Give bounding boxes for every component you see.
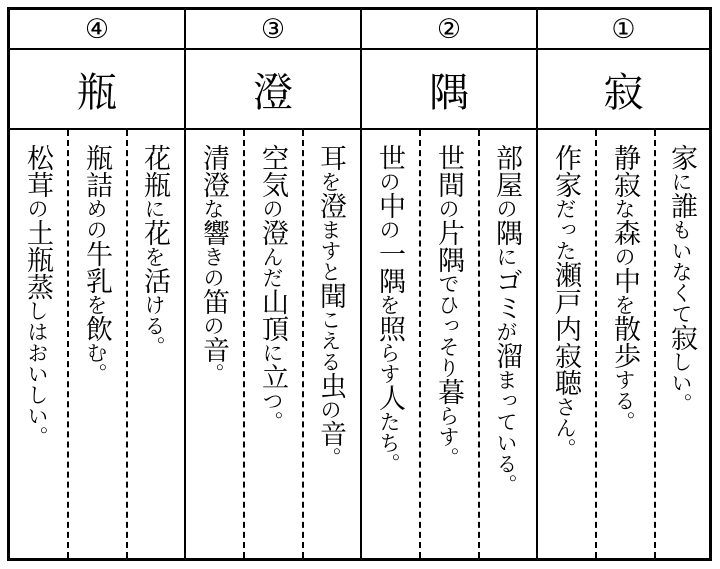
column-number: ④ xyxy=(10,10,184,50)
column-2 xyxy=(360,10,536,558)
column-number: ③ xyxy=(186,10,360,50)
sentence-lane xyxy=(538,130,597,558)
kanji-worksheet xyxy=(7,7,712,561)
sentence-lane xyxy=(186,130,245,558)
example-sentence: 瓶詰めの牛乳を飲む。 xyxy=(81,144,112,384)
example-sentence: 空気の澄んだ山頂に立つ。 xyxy=(257,144,288,432)
sentence-group xyxy=(538,130,709,558)
column-kanji: 寂 xyxy=(538,50,709,130)
sentence-lane xyxy=(69,130,128,558)
sentence-group xyxy=(10,130,184,558)
sentence-group xyxy=(362,130,536,558)
sentence-lane xyxy=(597,130,656,558)
sentence-lane xyxy=(128,130,184,558)
sentence-lane xyxy=(362,130,421,558)
column-kanji: 隅 xyxy=(362,50,536,130)
column-number: ② xyxy=(362,10,536,50)
example-sentence: 松茸の土瓶蒸しはおいしい。 xyxy=(22,144,53,447)
example-sentence: 花瓶に花を活ける。 xyxy=(139,144,170,357)
sentence-lane xyxy=(656,130,711,558)
example-sentence: 清澄な響きの笛の音。 xyxy=(198,144,229,384)
example-sentence: 部屋の隅にゴミが溜まっている。 xyxy=(491,144,522,495)
example-sentence: 世の中の一隅を照らす人たち。 xyxy=(374,144,405,474)
sentence-group xyxy=(186,130,360,558)
example-sentence: 家に誰もいなくて寂しい。 xyxy=(666,144,697,414)
example-sentence: 世間の片隅でひっそり暮らす。 xyxy=(433,144,464,468)
sentence-lane xyxy=(304,130,360,558)
column-number: ① xyxy=(538,10,709,50)
example-sentence: 作家だった瀬戸内寂聴さん。 xyxy=(550,144,581,459)
column-kanji: 瓶 xyxy=(10,50,184,130)
sentence-lane xyxy=(245,130,304,558)
sentence-lane xyxy=(480,130,536,558)
column-3 xyxy=(184,10,360,558)
example-sentence: 耳を澄ますと聞こえる虫の音。 xyxy=(315,144,346,468)
sentence-lane xyxy=(10,130,69,558)
sentence-lane xyxy=(421,130,480,558)
example-sentence: 静寂な森の中を散歩する。 xyxy=(609,144,640,432)
column-1 xyxy=(536,10,709,558)
column-4 xyxy=(10,10,184,558)
column-kanji: 澄 xyxy=(186,50,360,130)
